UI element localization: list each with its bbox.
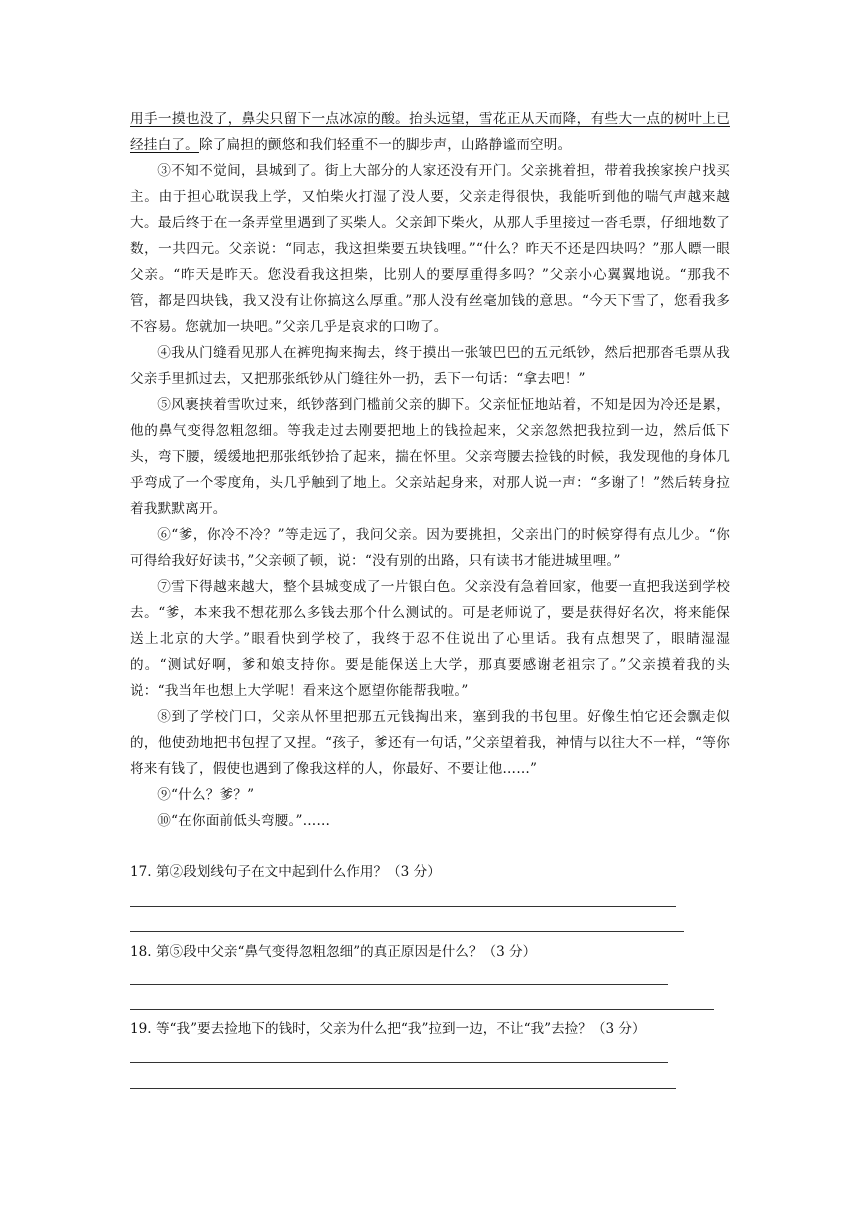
paragraph-3: ③不知不觉间，县城到了。街上大部分的人家还没有开门。父亲挑着担，带着我挨家挨户找买主。由于担心耽误我上学，又怕柴火打湿了没人要，父亲走得很快，我能听到他的喘气声越来越大。最后终于在一条弄堂里遇到了买柴人。父亲卸下柴火，从那人手里接过一沓毛票，仔细地数了数，一共四元。父亲说：“同志，我这担柴要五块钱哩。”“什么？昨天不还是四块吗？”那人瞟一眼父亲。“昨天是昨天。您没看我这担柴，比别人的要厚重得多吗？”父亲小心翼翼地说。“那我不管，都是四块钱，我又没有让你搞这么厚重。”那人没有丝毫加钱的意思。“今天下雪了，您看我多不容易。您就加一块吧。”父亲几乎是哀求的口吻了。 xyxy=(130,163,730,335)
answer-line-18b[interactable] xyxy=(130,1009,714,1010)
paragraph-10: ⑩“在你面前低头弯腰。”…… xyxy=(157,813,331,829)
answer-line-18a[interactable] xyxy=(130,984,668,985)
paragraph-8: ⑧到了学校门口，父亲从怀里把那五元钱掏出来，塞到我的书包里。好像生怕它还会飘走似的，他使劲地把书包捏了又捏。“孩子，爹还有一句话，”父亲望着我，神情与以往大不一样，“等你将来有钱了，假使也遇到了像我这样的人，你最好、不要让他……” xyxy=(130,709,730,777)
question-17: 17. 第②段划线句子在文中起到什么作用？（3 分） xyxy=(130,864,441,880)
answer-line-17a[interactable] xyxy=(130,906,676,907)
answer-line-19b[interactable] xyxy=(130,1088,676,1089)
question-19: 19. 等“我”要去捡地下的钱时，父亲为什么把“我”拉到一边，不让“我”去捡？（3 分） xyxy=(130,1021,646,1037)
paragraph-2-continued xyxy=(130,106,730,158)
reading-passage xyxy=(130,106,730,834)
answer-line-19a[interactable] xyxy=(130,1062,668,1063)
paragraph-7: ⑦雪下得越来越大，整个县城变成了一片银白色。父亲没有急着回家，他要一直把我送到学校去。“爹，本来我不想花那么多钱去那个什么测试的。可是老师说了，要是获得好名次，将来能保送上北京的大学。”眼看快到学校了，我终于忍不住说出了心里话。我有点想哭了，眼睛湿湿的。“测试好啊，爹和娘支持你。要是能保送上大学，那真要感谢老祖宗了。”父亲摸着我的头说：“我当年也想上大学呢！看来这个愿望你能帮我啦。” xyxy=(130,579,730,699)
paragraph-5: ⑤风裹挟着雪吹过来，纸钞落到门槛前父亲的脚下。父亲怔怔地站着，不知是因为冷还是累，他的鼻气变得忽粗忽细。等我走过去刚要把地上的钱捡起来，父亲忽然把我拉到一边，然后低下头，弯下腰，缓缓地把那张纸钞拾了起来，揣在怀里。父亲弯腰去捡钱的时候，我发现他的身体几乎弯成了一个零度角，头几乎触到了地上。父亲站起身来，对那人说一声：“多谢了！”然后转身拉着我默默离开。 xyxy=(130,397,730,517)
paragraph-6: ⑥“爹，你冷不冷？”等走远了，我问父亲。因为要挑担，父亲出门的时候穿得有点儿少。“你可得给我好好读书，”父亲顿了顿，说：“没有别的出路，只有读书才能进城里哩。” xyxy=(130,527,730,569)
paragraph-9: ⑨“什么？爹？” xyxy=(157,787,255,803)
underlined-sentence: 用手一摸也没了，鼻尖只留下一点冰凉的酸。抬头远望，雪花正从天而降，有些大一点的树叶上已经挂白了。 xyxy=(130,111,730,153)
paragraph-2-rest: 除了扁担的颤悠和我们轻重不一的脚步声，山路静谧而空明。 xyxy=(198,137,572,153)
paragraph-4: ④我从门缝看见那人在裤兜掏来掏去，终于摸出一张皱巴巴的五元纸钞，然后把那沓毛票从我父亲手里抓过去，又把那张纸钞从门缝往外一扔，丢下一句话：“拿去吧！” xyxy=(130,345,730,387)
answer-line-17b[interactable] xyxy=(130,931,684,932)
question-18: 18. 第⑤段中父亲“鼻气变得忽粗忽细”的真正原因是什么？（3 分） xyxy=(130,944,537,960)
